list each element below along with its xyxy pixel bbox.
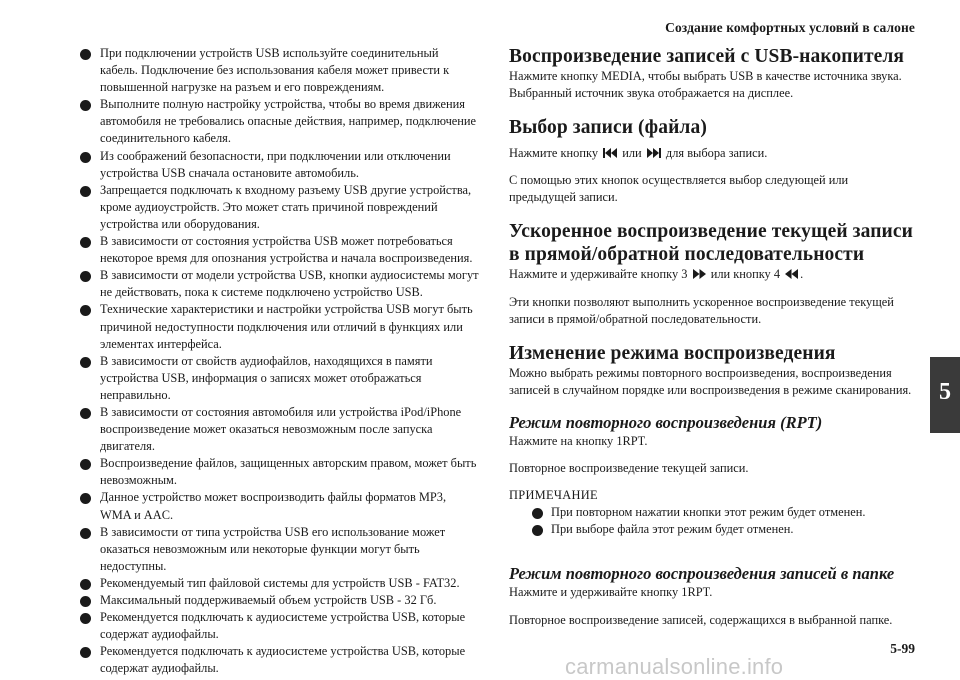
section-title-usb-play: Воспроизведение записей с USB-накопителя <box>509 46 905 67</box>
bullet-text: Из соображений безопасности, при подключении или отключении устройства USB сначала остановите автомобиль. <box>100 148 451 180</box>
bullet-item <box>77 575 479 592</box>
chapter-number: 5 <box>939 379 951 405</box>
bullet-text: Запрещается подключать к входному разъему USB другие устройства, кроме аудиоустройств. Это может стать причиной повреждений устройства или оборудования. <box>100 182 472 231</box>
bullet-text: Выполните полную настройку устройства, чтобы во время движения автомобиля не требовались опасные действия, например, подключение соединительного кабеля. <box>100 97 477 146</box>
watermark: carmanualsonline.info <box>565 654 784 679</box>
bullet-item <box>77 404 479 455</box>
note-text: При повторном нажатии кнопки этот режим будет отменен. <box>551 505 866 520</box>
note-label: ПРИМЕЧАНИЕ <box>509 488 598 503</box>
bullet-icon <box>80 596 91 607</box>
bullet-item <box>77 45 479 96</box>
bullet-text: Рекомендуется подключать к аудиосистеме устройства USB, которые содержат аудиофайлы. <box>100 610 466 642</box>
repeat-text2: Повторное воспроизведение текущей записи. <box>509 461 749 476</box>
bullet-item <box>77 96 479 147</box>
section-title-repeat: Режим повторного воспроизведения (RPT) <box>509 412 823 432</box>
bullet-item <box>77 455 479 489</box>
usb-play-text: Нажмите кнопку MEDIA, чтобы выбрать USB в качестве источника звука. Выбранный источник звука отображается на дисплее. <box>509 69 902 101</box>
bullet-text: Данное устройство может воспроизводить файлы форматов MP3, WMA и AAC. <box>100 490 447 522</box>
fast-play-text2: Эти кнопки позволяют выполнить ускоренное воспроизведение текущей записи в прямой/обратной последовательности. <box>509 294 894 326</box>
fast-play-text-after: . <box>800 267 804 282</box>
section-title-fast-play-2: в прямой/обратной последовательности <box>509 244 865 266</box>
left-column <box>77 45 479 677</box>
bullet-item <box>77 592 479 609</box>
bullet-item <box>77 489 479 523</box>
bullet-item <box>77 524 479 575</box>
skip-forward-icon <box>647 148 661 158</box>
select-track-text-before: Нажмите кнопку <box>509 146 599 161</box>
bullet-icon <box>80 647 91 658</box>
bullet-icon <box>80 305 91 316</box>
bullet-text: В зависимости от типа устройства USB его использование может оказаться невозможным или некоторые функции могут быть недоступны. <box>100 524 446 573</box>
bullet-item <box>77 182 479 233</box>
bullet-icon <box>532 525 543 536</box>
bullet-text: В зависимости от состояния автомобиля или устройства iPod/iPhone воспроизведение может оказаться невозможным после запуска двигателя. <box>100 404 462 454</box>
bullet-icon <box>80 579 91 590</box>
bullet-icon <box>80 186 91 197</box>
select-track-text-after: для выбора записи. <box>665 146 768 161</box>
rewind-icon <box>785 269 798 279</box>
bullet-icon <box>80 459 91 470</box>
section-title-folder-repeat: Режим повторного воспроизведения записей в папке <box>509 564 895 584</box>
bullet-icon <box>80 100 91 111</box>
folder-repeat-text: Нажмите и удерживайте кнопку 1RPT. <box>509 585 713 600</box>
fast-play-text <box>509 266 917 283</box>
note-item <box>529 504 917 521</box>
bullet-icon <box>80 613 91 624</box>
note-list <box>509 504 917 538</box>
bullet-icon <box>80 271 91 282</box>
mode-change-text: Можно выбрать режимы повторного воспроизведения, воспроизведения записей в случайном порядке или воспроизведения в режиме сканирования. <box>509 365 912 397</box>
note-text: При выборе файла этот режим будет отменен. <box>551 522 794 537</box>
bullet-item <box>77 267 479 301</box>
page-header: Создание комфортных условий в салоне <box>665 20 915 35</box>
bullet-icon <box>80 357 91 368</box>
select-track-text <box>509 145 917 162</box>
section-title-fast-play-1: Ускоренное воспроизведение текущей записи <box>509 221 913 243</box>
bullet-item <box>77 233 479 267</box>
bullet-icon <box>532 508 543 519</box>
bullet-text: В зависимости от состояния устройства USB может потребоваться некоторое время для опознания устройства и начала воспроизведения. <box>100 234 473 266</box>
fast-play-text-middle: или кнопку 4 <box>710 267 781 282</box>
bullet-icon <box>80 152 91 163</box>
section-title-mode-change: Изменение режима воспроизведения <box>509 342 836 364</box>
bullet-text: Технические характеристики и настройки устройства USB могут быть причиной недоступности подключения или отличий в функциях или элементах интерфейса. <box>100 302 473 351</box>
fast-forward-icon <box>693 269 706 279</box>
bullet-icon <box>80 528 91 539</box>
bullet-text: Рекомендуемый тип файловой системы для устройств USB - FAT32. <box>100 575 460 590</box>
bullet-text: Воспроизведение файлов, защищенных авторским правом, может быть невозможным. <box>100 456 477 488</box>
skip-back-icon <box>603 148 617 158</box>
bullet-text: В зависимости от свойств аудиофайлов, находящихся в памяти устройства USB, информация о записях может отображаться неправильно. <box>100 353 433 402</box>
bullet-icon <box>80 408 91 419</box>
fast-play-text-before: Нажмите и удерживайте кнопку 3 <box>509 267 688 282</box>
page-number: 5-99 <box>890 641 915 656</box>
note-item <box>529 521 917 538</box>
bullet-text: Максимальный поддерживаемый объем устройств USB - 32 Гб. <box>100 593 437 607</box>
bullet-text: Рекомендуется подключать к аудиосистеме устройства USB, которые содержат аудиофайлы. <box>100 644 466 676</box>
folder-repeat-text2: Повторное воспроизведение записей, содержащихся в выбранной папке. <box>509 612 893 627</box>
bullet-item <box>77 148 479 182</box>
chapter-tab <box>930 357 960 433</box>
repeat-text: Нажмите на кнопку 1RPT. <box>509 433 648 448</box>
bullet-item <box>77 609 479 643</box>
bullet-item <box>77 301 479 352</box>
bullet-item <box>77 643 479 677</box>
bullet-icon <box>80 49 91 60</box>
select-track-text-middle: или <box>622 146 642 161</box>
bullet-text: В зависимости от модели устройства USB, кнопки аудиосистемы могут не действовать, пока к системе подключено устройство USB. <box>100 268 479 300</box>
bullet-text: При подключении устройств USB используйте соединительный кабель. Подключение без использования кабеля может привести к повышенной нагрузке на разъем и его повреждениям. <box>100 46 450 95</box>
bullet-icon <box>80 237 91 248</box>
section-title-select-track: Выбор записи (файла) <box>509 117 707 139</box>
select-track-text2: С помощью этих кнопок осуществляется выбор следующей или предыдущей записи. <box>509 173 849 205</box>
bullet-item <box>77 353 479 404</box>
bullet-icon <box>80 493 91 504</box>
right-column <box>509 45 917 629</box>
